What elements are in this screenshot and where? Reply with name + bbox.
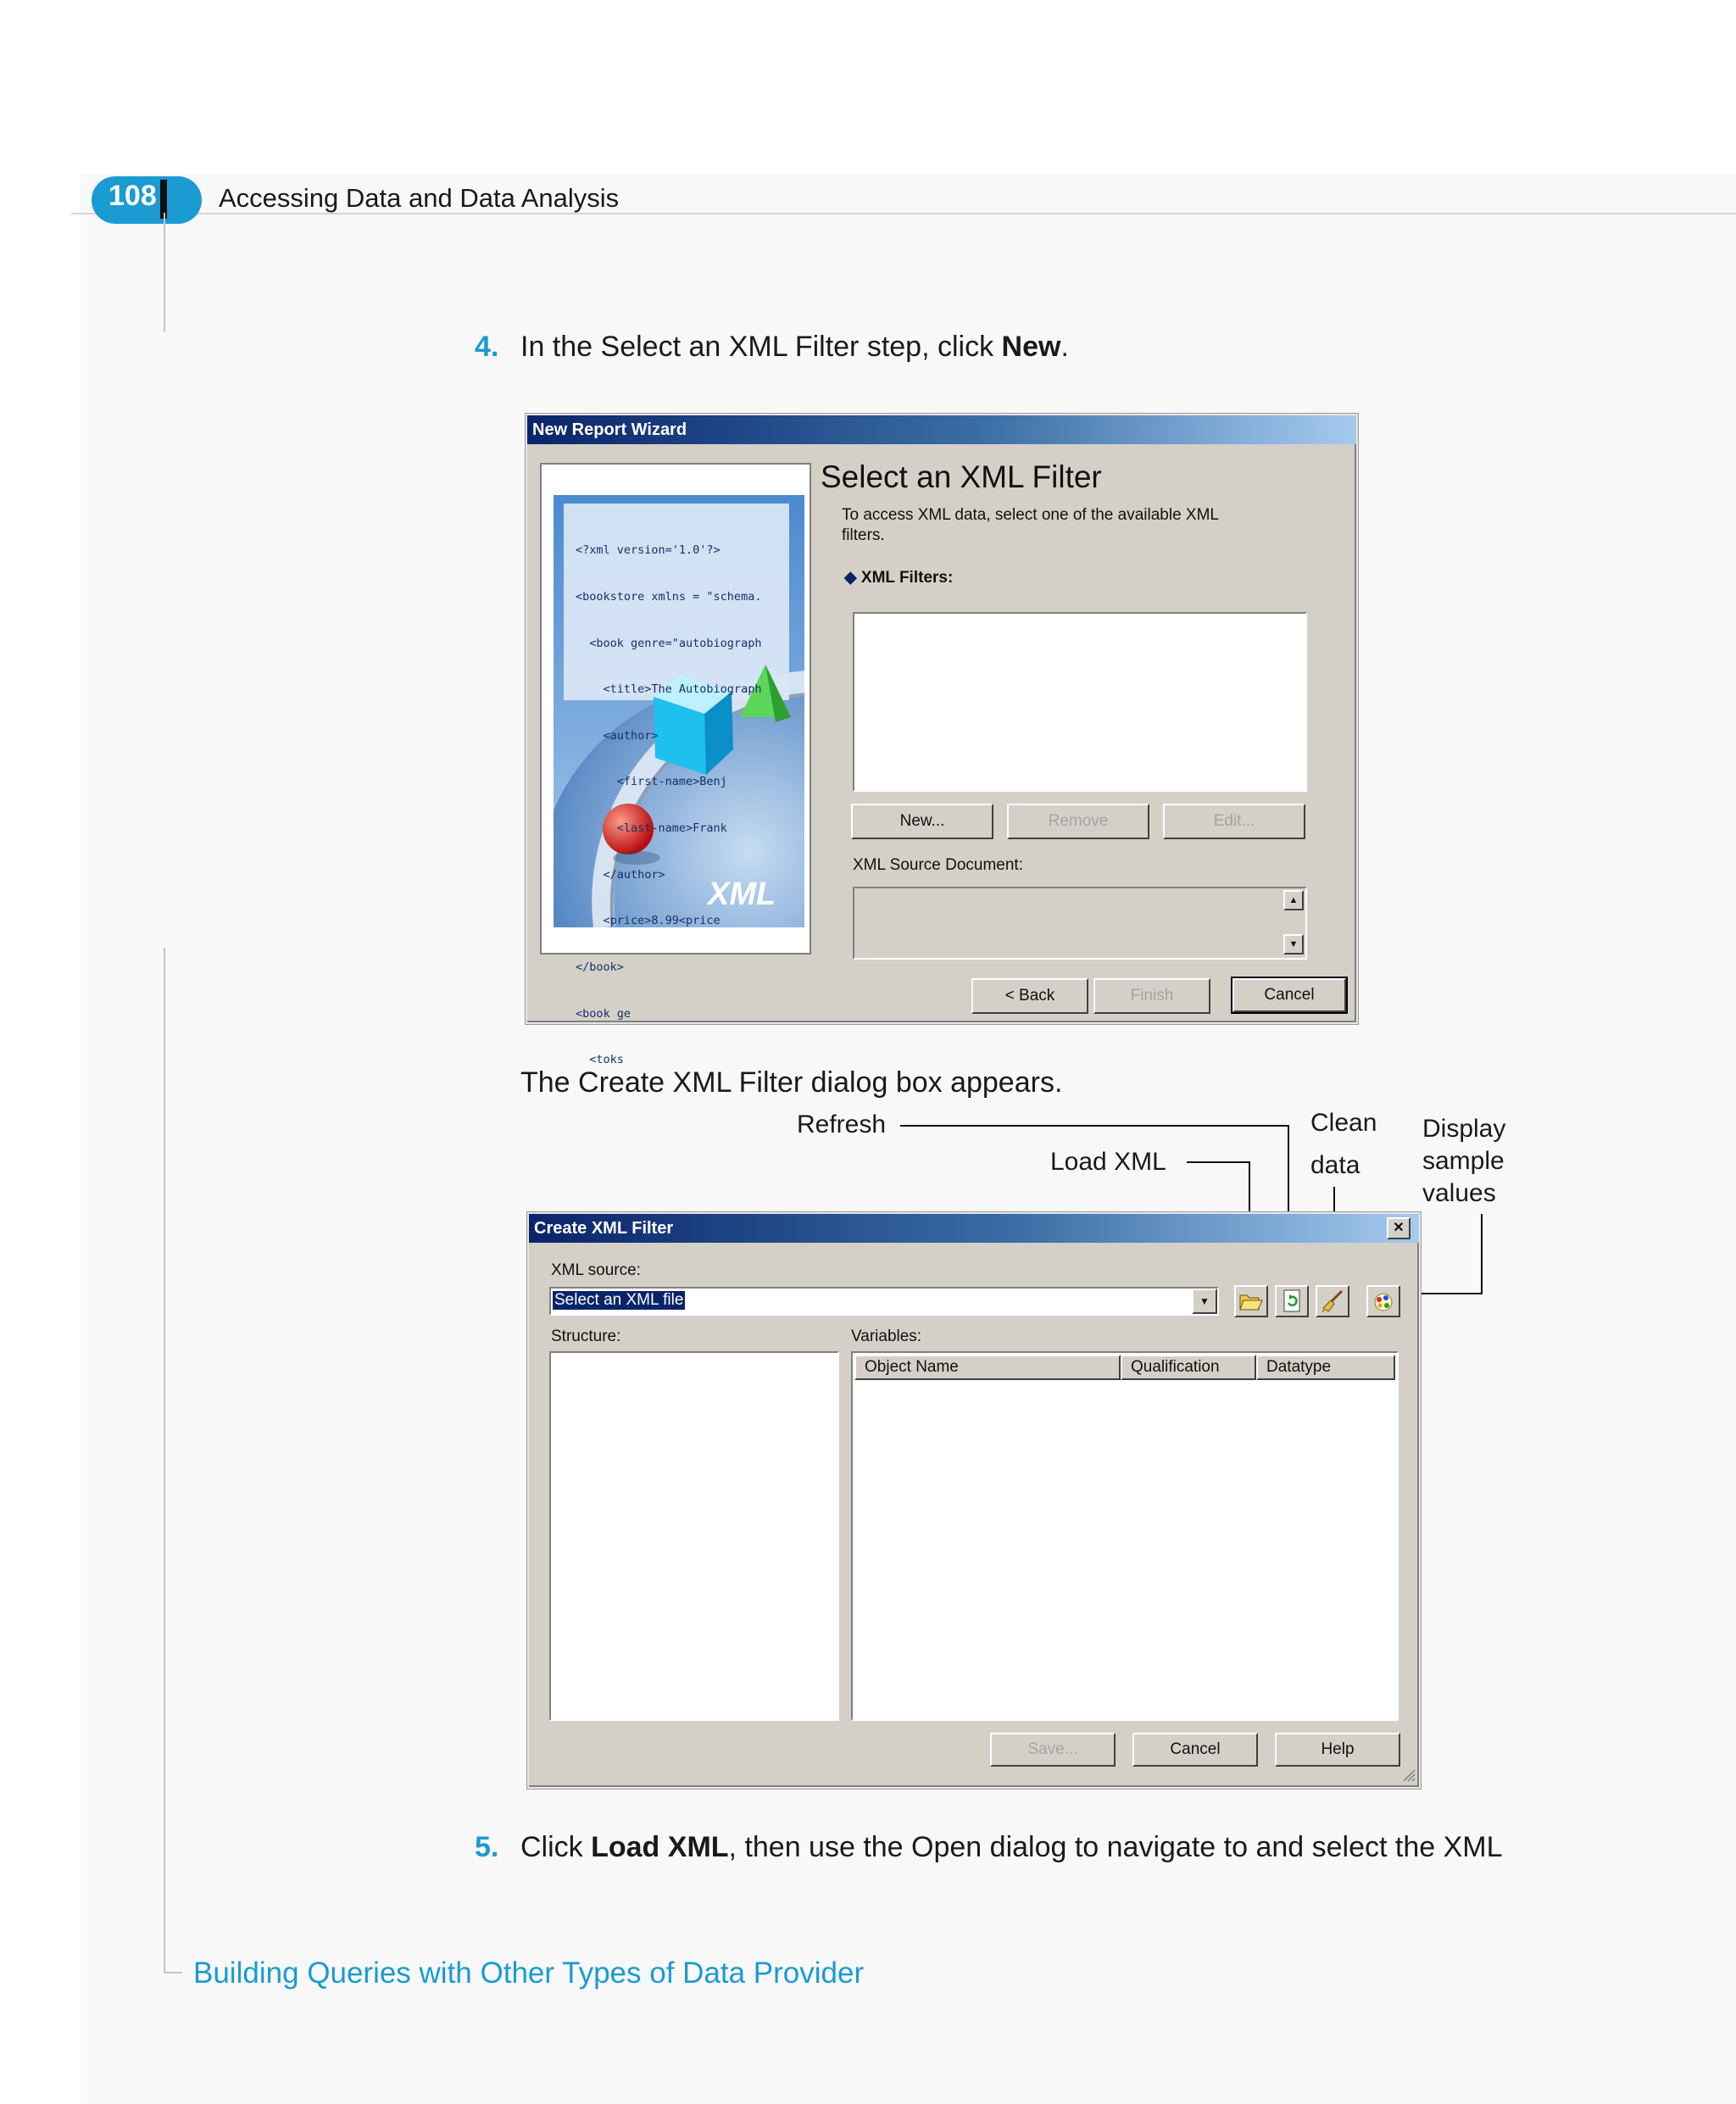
column-header-object-name[interactable]: Object Name — [854, 1355, 1121, 1380]
wizard-description: To access XML data, select one of the available XML filters. — [842, 506, 1219, 544]
variables-label: Variables: — [851, 1328, 922, 1345]
step-4-number: 4. — [475, 331, 499, 363]
page-number: 108 — [108, 180, 157, 212]
create-xml-filter-dialog — [527, 1212, 1421, 1789]
chevron-down-icon[interactable]: ▼ — [1192, 1289, 1217, 1314]
step-5-text: Click Load XML, then use the Open dialog to navigate to and select the XML — [520, 1831, 1503, 1863]
scroll-up-button[interactable]: ▲ — [1283, 890, 1304, 910]
column-header-qualification[interactable]: Qualification — [1121, 1355, 1256, 1380]
refresh-icon — [1281, 1289, 1303, 1314]
xml-source-label: XML source: — [551, 1261, 641, 1279]
scroll-down-button[interactable]: ▼ — [1283, 934, 1304, 955]
xml-source-value: Select an XML file — [554, 1291, 684, 1309]
xml-source-combobox[interactable] — [549, 1287, 1219, 1316]
edit-filter-button[interactable]: Edit... — [1163, 804, 1305, 839]
variables-list[interactable] — [851, 1351, 1399, 1721]
clean-data-button[interactable] — [1316, 1285, 1349, 1317]
running-title: Accessing Data and Data Analysis — [219, 183, 620, 213]
load-xml-button[interactable] — [1234, 1285, 1268, 1317]
callout-display-sample-values: Display sample values — [1422, 1115, 1506, 1207]
help-button[interactable]: Help — [1275, 1733, 1400, 1767]
sample-values-icon — [1371, 1289, 1396, 1314]
xml-source-document-label: XML Source Document: — [853, 856, 1023, 874]
back-button[interactable]: < Back — [971, 978, 1088, 1014]
step-4-text: In the Select an XML Filter step, click New. — [520, 331, 1069, 363]
dialog-caption: The Create XML Filter dialog box appears. — [520, 1066, 1063, 1099]
dialog-titlebar: Create XML Filter — [529, 1214, 1419, 1243]
wizard-titlebar: New Report Wizard — [527, 415, 1356, 444]
broom-icon — [1320, 1289, 1345, 1314]
dialog-cancel-button[interactable]: Cancel — [1132, 1733, 1258, 1767]
cancel-button[interactable]: Cancel — [1232, 978, 1346, 1012]
xml-badge: XML — [708, 877, 776, 912]
finish-button[interactable]: Finish — [1093, 978, 1210, 1014]
structure-label: Structure: — [551, 1328, 621, 1345]
structure-tree[interactable] — [549, 1351, 839, 1721]
footer-section-title: Building Queries with Other Types of Data Provider — [193, 1956, 865, 1990]
xml-code-sample: <?xml version='1.0'?> <bookstore xmlns = "schema. <book genre="autobiograph <title>The Autobiograph <author> <first-name>Benj <last-name>Frank </author> <price>8.99<price </book> <book ge <toks — [576, 543, 762, 1067]
new-filter-button[interactable]: New... — [851, 804, 993, 839]
wizard-heading: Select an XML Filter — [821, 459, 1102, 494]
resize-grip[interactable] — [1400, 1767, 1416, 1782]
callout-load-xml: Load XML — [1050, 1148, 1166, 1176]
xml-filters-label: ◆ XML Filters: — [844, 569, 954, 587]
refresh-button[interactable] — [1275, 1285, 1309, 1317]
callout-clean-data: Clean data — [1310, 1109, 1377, 1179]
callout-refresh: Refresh — [797, 1110, 887, 1138]
step-5-number: 5. — [475, 1831, 499, 1863]
remove-filter-button[interactable]: Remove — [1007, 804, 1149, 839]
column-header-datatype[interactable]: Datatype — [1256, 1355, 1395, 1380]
close-icon[interactable]: ✕ — [1387, 1217, 1410, 1239]
save-button[interactable]: Save... — [990, 1733, 1116, 1767]
display-sample-values-button[interactable] — [1366, 1285, 1400, 1317]
folder-open-icon — [1238, 1290, 1264, 1312]
